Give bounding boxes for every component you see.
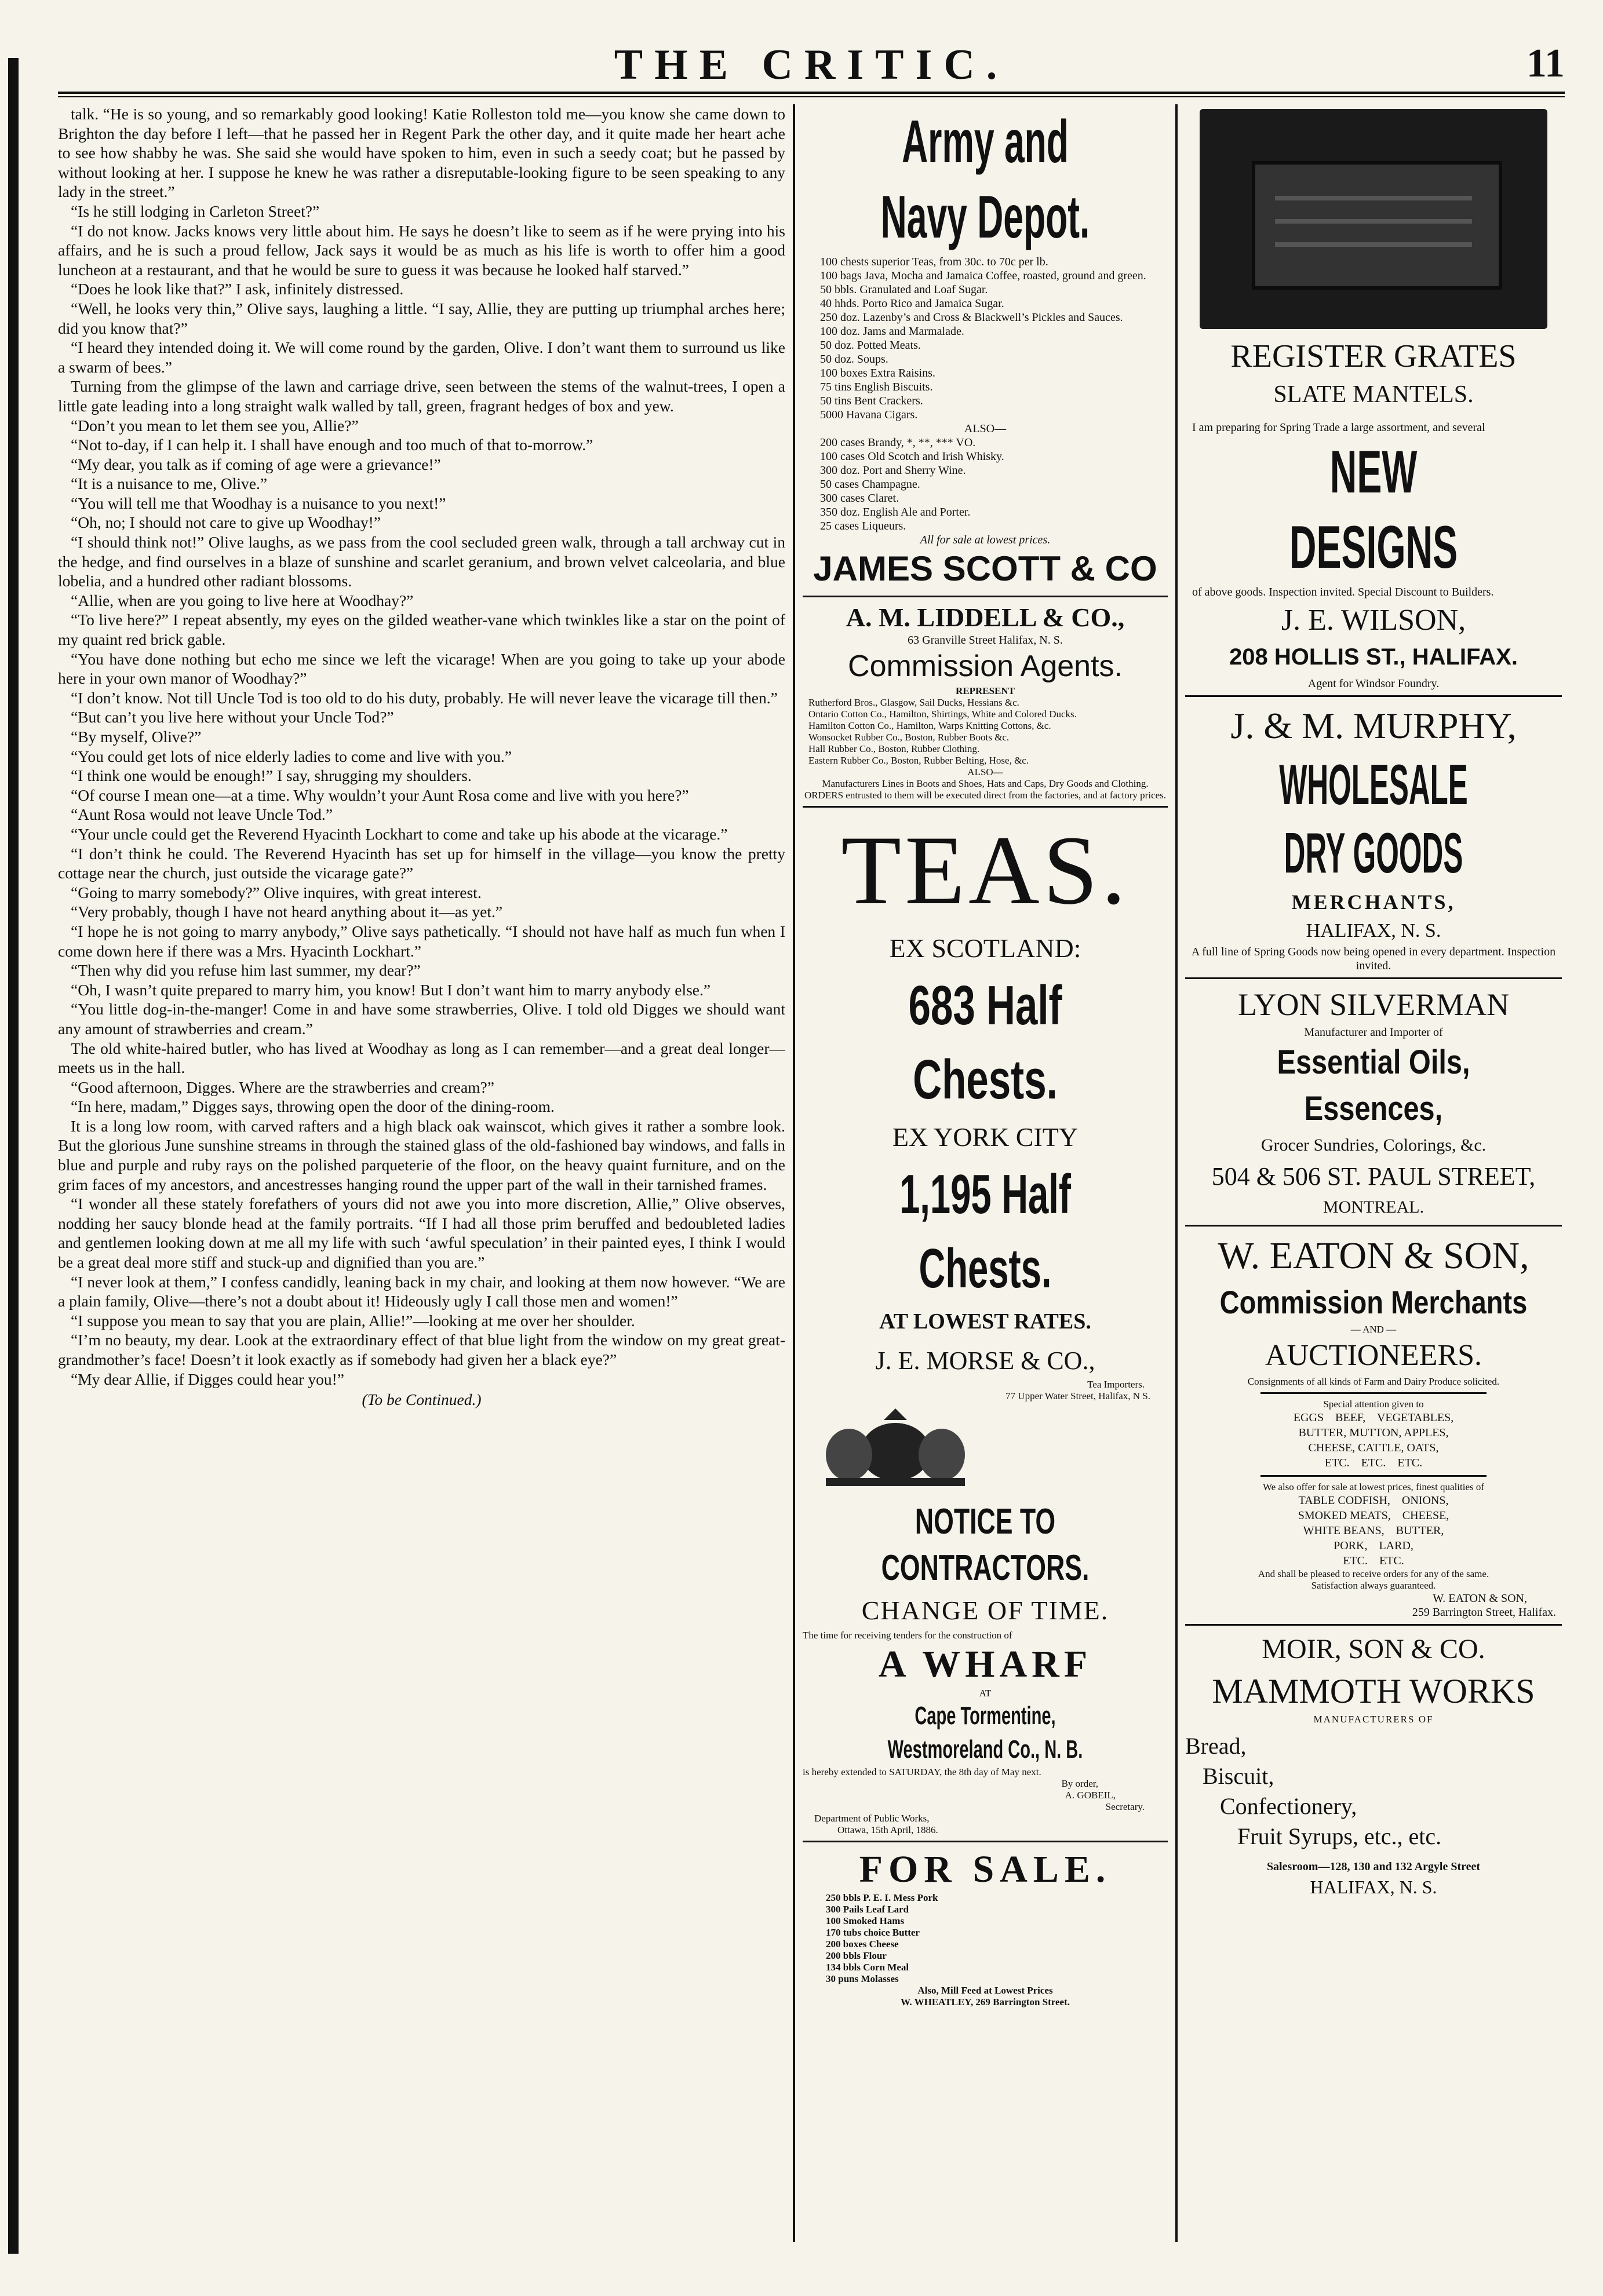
contractors-heading: NOTICE TO CONTRACTORS. (881, 1502, 1090, 1588)
eaton-ad (1185, 1231, 1562, 1619)
army-navy-item: 100 bags Java, Mocha and Jamaica Coffee, roasted, ground and green. (820, 269, 1146, 282)
teas-heading: TEAS. (841, 816, 1130, 925)
masthead-rule (58, 92, 1565, 94)
story-paragraph: “I hope he is not going to marry anybody,” Olive says pathetically. “I should not have half as much fun when I come down here if there was a Mrs. Hyacinth Lockhart.” (58, 922, 785, 960)
for-sale-item: 200 boxes Cheese (826, 1939, 899, 1950)
story-paragraph: “Oh, I wasn’t quite prepared to marry him, you know! But I don’t want him to marry anybody else.” (71, 980, 711, 999)
murphy-ad (1185, 702, 1562, 973)
army-navy-heading: Army and Navy Depot. (880, 108, 1090, 251)
moir-city: HALIFAX, N. S. (1310, 1877, 1437, 1897)
army-navy-item: 50 cases Champagne. (820, 478, 920, 491)
story-paragraph: It is a long low room, with carved rafters and a high black oak wainscot, which gives it rather a sombre look. But the glorious June sunshine streams in through the stained glass of the old-fashioned bay windows, and falls in blue and purple and ruby rays on the polished parqueterie of the floor, on the heavy quaint furniture, and on the grim faces of my ancestors, and ancestresses hanging round the upper part of the wall in their tarnished frames. (58, 1116, 785, 1193)
army-navy-also: ALSO— (964, 422, 1007, 435)
army-navy-list-2 (803, 436, 1168, 533)
story-paragraph: “Then why did you refuse him last summer, my dear?” (71, 961, 421, 980)
eaton-and: — AND — (1350, 1324, 1397, 1335)
liddell-ad (803, 602, 1168, 801)
story-paragraph: “I do not know. Jacks knows very little about him. He says he doesn’t like to seem as if he were prying into his affairs, and he is such a proud fellow, Jack says it would be as much as his life is worth to offer him a good luncheon at a restaurant, and that he would be sure to guess it was because he looked half starved.” (58, 221, 785, 279)
army-navy-item: 350 doz. English Ale and Porter. (820, 506, 971, 519)
moir-works: MAMMOTH WORKS (1212, 1672, 1535, 1710)
story-paragraph: “You will tell me that Woodhay is a nuisance to you next!” (71, 494, 446, 512)
for-sale-item: 30 puns Molasses (826, 1973, 899, 1984)
wilson-address: 208 HOLLIS ST., HALIFAX. (1229, 644, 1518, 670)
column-rule-1 (793, 104, 795, 2242)
eaton-goods-row: TABLE CODFISH, ONIONS, (1298, 1494, 1449, 1507)
story-paragraph: “I suppose you mean to say that you are plain, Allie!”—looking at me over her shoulder. (71, 1311, 635, 1330)
wilson-h2: SLATE MANTELS. (1273, 381, 1474, 408)
for-sale-item: 300 Pails Leaf Lard (826, 1904, 909, 1915)
army-navy-item: 300 doz. Port and Sherry Wine. (820, 464, 966, 477)
eaton-produce (1185, 1410, 1562, 1470)
moir-mfr: MANUFACTURERS OF (1313, 1714, 1434, 1725)
murphy-big: WHOLESALE DRY GOODS (1279, 753, 1468, 885)
eaton-big: Commission Merchants (1219, 1284, 1528, 1320)
murphy-merchants: MERCHANTS, (1291, 890, 1456, 914)
story-paragraph: “But can’t you live here without your Uncle Tod?” (71, 708, 394, 727)
eaton-produce-row: ETC. ETC. ETC. (1324, 1457, 1423, 1469)
eaton-consign: Consignments of all kinds of Farm and Dairy Produce solicited. (1247, 1376, 1500, 1387)
army-navy-list (803, 255, 1168, 422)
grate-illustration (1200, 109, 1547, 329)
teas-firm-sub: Tea Importers. (1087, 1379, 1145, 1390)
army-navy-item: 50 tins Bent Crackers. (820, 395, 923, 407)
moir-products (1185, 1731, 1562, 1852)
liddell-line: Wonsocket Rubber Co., Boston, Rubber Boots &c. (808, 732, 1010, 743)
story-paragraph: Turning from the glimpse of the lawn and carriage drive, seen between the stems of the walnut-trees, I open a little gate leading into a long straight walk walled by tall, green, fragrant hedges of box and yew. (58, 377, 785, 415)
for-sale-item: 100 Smoked Hams (826, 1915, 905, 1926)
wilson-new-designs: NEW DESIGNS (1289, 439, 1458, 581)
contractors-date: Ottawa, 15th April, 1886. (837, 1824, 938, 1835)
eaton-produce-row: EGGS BEEF, VEGETABLES, (1293, 1411, 1454, 1424)
army-navy-ad (803, 104, 1168, 591)
army-navy-item: 40 hhds. Porto Rico and Jamaica Sugar. (820, 297, 1004, 310)
army-navy-footer: All for sale at lowest prices. (920, 534, 1051, 546)
lyon-sub: Manufacturer and Importer of (1304, 1026, 1443, 1039)
liddell-lines (803, 697, 1168, 766)
wilson-h1: REGISTER GRATES (1230, 338, 1517, 374)
army-navy-item: 50 doz. Soups. (820, 353, 888, 366)
story-paragraph: “I’m no beauty, my dear. Look at the extraordinary effect of that blue light from the window on my great great-grandmother’s face! Doesn’t it look exactly as if somebody had given her a black eye?” (58, 1331, 785, 1368)
moir-product: Biscuit, (1203, 1763, 1274, 1789)
lyon-name: LYON SILVERMAN (1237, 987, 1510, 1022)
moir-sales: Salesroom—128, 130 and 132 Argyle Street (1266, 1860, 1481, 1873)
army-navy-item: 200 cases Brandy, *, **, *** VO. (820, 436, 976, 449)
story-continued: (To be Continued.) (362, 1390, 482, 1409)
moir-product: Confectionery, (1220, 1793, 1357, 1819)
contractors-by-order: By order, (1061, 1778, 1098, 1789)
story-paragraph: “You have done nothing but echo me since we left the vicarage! When are you going to take up your abode here in your own manor of Woodhay?” (58, 649, 785, 688)
story-paragraph: “Very probably, though I have not heard anything about it—as yet.” (71, 903, 503, 921)
eaton-sig-addr: 259 Barrington Street, Halifax. (1412, 1606, 1556, 1619)
liddell-name: A. M. LIDDELL & CO., (846, 603, 1125, 632)
eaton-also-offer: We also offer for sale at lowest prices, finest qualities of (1262, 1481, 1485, 1492)
lyon-address: 504 & 506 ST. PAUL STREET, (1211, 1162, 1536, 1191)
teas-ex-scotland: EX SCOTLAND: (889, 933, 1081, 963)
army-navy-item: 50 doz. Potted Meats. (820, 339, 921, 352)
story-paragraph: “You could get lots of nice elderly ladies to come and live with you.” (71, 747, 512, 765)
story-paragraph: “You little dog-in-the-manger! Come in and have some strawberries, Olive. I told old Digges we should want any amount of strawberries and cream.” (58, 1000, 785, 1038)
liddell-address: 63 Granville Street Halifax, N. S. (908, 634, 1063, 647)
liddell-line: Eastern Rubber Co., Boston, Rubber Belting, Hose, &c. (808, 755, 1029, 766)
story-paragraph: “Does he look like that?” I ask, infinitely distressed. (71, 280, 404, 298)
army-navy-item: 100 cases Old Scotch and Irish Whisky. (820, 450, 1004, 463)
teas-qty-1: 683 Half Chests. (908, 974, 1062, 1111)
eaton-orders: And shall be pleased to receive orders for any of the same. (1258, 1568, 1489, 1579)
liddell-title: Commission Agents. (848, 649, 1123, 683)
for-sale-list (803, 1892, 1168, 1985)
army-navy-item: 50 bbls. Granulated and Loaf Sugar. (820, 283, 988, 296)
eaton-special: Special attention given to (1323, 1399, 1424, 1410)
teas-firm: J. E. MORSE & CO., (875, 1346, 1095, 1375)
contractors-at: AT (979, 1688, 992, 1699)
story-paragraph: “In here, madam,” Digges says, throwing open the door of the dining-room. (71, 1097, 555, 1116)
army-navy-item: 5000 Havana Cigars. (820, 408, 918, 421)
murphy-body: A full line of Spring Goods now being opened in every department. Inspection invited. (1191, 946, 1556, 972)
liddell-orders: ORDERS entrusted to them will be executed direct from the factories, and at factory prices. (804, 790, 1167, 801)
eaton-goods (1185, 1493, 1562, 1568)
story-paragraph: “By myself, Olive?” (71, 728, 202, 746)
liddell-represent: REPRESENT (955, 685, 1015, 696)
story-paragraph: “My dear Allie, if Digges could hear you!” (71, 1370, 344, 1388)
lyon-ad (1185, 984, 1562, 1220)
binding-edge (8, 58, 19, 2254)
story-paragraph: “I don’t think he could. The Reverend Hyacinth has set up for himself in the village—you know the pretty cottage near the church, just outside the vicarage gate?” (58, 844, 785, 882)
story-paragraph: “I don’t know. Not till Uncle Tod is too old to do his duty, probably. He will never leave the vicarage till then.” (71, 688, 778, 707)
for-sale-ad (803, 1847, 1168, 2008)
contractors-signer: A. GOBEIL, (1065, 1790, 1116, 1801)
liddell-line: Hall Rubber Co., Boston, Rubber Clothing. (808, 743, 980, 754)
eaton-goods-row: WHITE BEANS, BUTTER, (1303, 1524, 1444, 1537)
moir-product: Bread, (1185, 1733, 1247, 1759)
story-paragraph: “Is he still lodging in Carleton Street?” (71, 202, 320, 220)
story-paragraph: “Oh, no; I should not care to give up Woodhay!” (71, 513, 381, 532)
eaton-name: W. EATON & SON, (1218, 1235, 1529, 1277)
story-paragraph: The old white-haired butler, who has lived at Woodhay as long as I can remember—and a great deal longer—meets us in the hall. (58, 1039, 785, 1077)
story-paragraph: talk. “He is so young, and so remarkably good looking! Katie Rolleston told me—you know she came down to Brighton the day before I left—that he passed her in Regent Park the other day, and it quite made her heart ache to see how shabby he was. She said she would have spoken to him, even in such a seedy coat; but he passed by without looking at her. I suppose he knew he was rather a disreputable-looking figure to be seen speaking to any lady in the street.” (58, 105, 785, 201)
liddell-line: Ontario Cotton Co., Hamilton, Shirtings, White and Colored Ducks. (808, 709, 1077, 720)
contractors-signer-title: Secretary. (1105, 1801, 1145, 1812)
story-paragraph: “Aunt Rosa would not leave Uncle Tod.” (71, 805, 333, 824)
story-paragraph: “I wonder all these stately forefathers of yours did not awe you into more discretion, Allie,” Olive observes, nodding her saucy blonde head at the family portraits. “If I had all those prim beruffed and bedoubleted ladies and gentlemen looking down at me all my life with such ‘awful speculation’ in their painted eyes, I think I would be a great deal more stiff and stuck-up and dignified than you are.” (58, 1195, 785, 1272)
murphy-name: J. & M. MURPHY, (1230, 705, 1517, 746)
for-sale-heading: FOR SALE. (859, 1848, 1112, 1890)
story-paragraph: “I think one would be enough!” I say, shrugging my shoulders. (71, 766, 472, 785)
story-paragraph: “I never look at them,” I confess candidly, leaning back in my chair, and looking at them now however. “We are a plain family, Olive—there’s not a doubt about it! Hideously ugly I call those men and women!” (58, 1272, 785, 1311)
column-rule-2 (1175, 104, 1178, 2242)
for-sale-item: 200 bbls Flour (826, 1950, 887, 1961)
army-navy-item: 100 chests superior Teas, from 30c. to 70c per lb. (820, 255, 1048, 268)
for-sale-item: 170 tubs choice Butter (826, 1927, 920, 1938)
teas-ad (803, 812, 1168, 1402)
army-navy-item: 300 cases Claret. (820, 492, 899, 505)
story-paragraph: “To live here?” I repeat absently, my eyes on the gilded weather-vane which twinkles like a star on the point of my quaint red brick gable. (58, 611, 785, 649)
story-paragraph: “I heard they intended doing it. We will come round by the garden, Olive. I don’t want them to surround us like a swarm of bees.” (58, 338, 785, 376)
wilson-name: J. E. WILSON, (1281, 604, 1466, 637)
eaton-goods-row: PORK, LARD, (1334, 1539, 1413, 1552)
story-paragraph: “Not to-day, if I can help it. I shall have enough and too much of that to-morrow.” (71, 436, 593, 454)
eaton-produce-row: BUTTER, MUTTON, APPLES, (1298, 1426, 1449, 1439)
liddell-line: Hamilton Cotton Co., Hamilton, Warps Knitting Cottons, &c. (808, 720, 1051, 731)
moir-product: Fruit Syrups, etc., etc. (1237, 1823, 1442, 1849)
army-navy-item: 100 boxes Extra Raisins. (820, 367, 935, 379)
contractors-notice (803, 1499, 1168, 1836)
for-sale-also: Also, Mill Feed at Lowest Prices (917, 1985, 1053, 1996)
liddell-also-text: Manufacturers Lines in Boots and Shoes, Hats and Caps, Dry Goods and Clothing. (822, 778, 1149, 789)
eaton-sig: W. EATON & SON, (1433, 1592, 1527, 1605)
story-paragraph: “My dear, you talk as if coming of age were a grievance!” (71, 455, 441, 473)
story-paragraph: “Going to marry somebody?” Olive inquires, with great interest. (71, 883, 482, 901)
eaton-produce-row: CHEESE, CATTLE, OATS, (1308, 1441, 1439, 1454)
lyon-big: Essential Oils, Essences, (1277, 1043, 1470, 1127)
story-paragraph: “Good afternoon, Digges. Where are the strawberries and cream?” (71, 1078, 494, 1096)
contractors-sub: CHANGE OF TIME. (861, 1596, 1109, 1625)
contractors-body: The time for receiving tenders for the construction of (803, 1630, 1012, 1641)
liddell-also: ALSO— (967, 766, 1003, 777)
for-sale-signature: W. WHEATLEY, 269 Barrington Street. (900, 1996, 1070, 2007)
eaton-goods-row: ETC. ETC. (1343, 1554, 1404, 1567)
for-sale-item: 250 bbls P. E. I. Mess Pork (826, 1892, 938, 1903)
teas-firm-addr: 77 Upper Water Street, Halifax, N S. (1005, 1390, 1150, 1401)
serial-story-column (58, 104, 785, 2236)
story-paragraph: “Well, he looks very thin,” Olive says, laughing a little. “I say, Allie, they are putting up triumphal arches here; did you know that?” (58, 299, 785, 337)
eaton-guarantee: Satisfaction always guaranteed. (1311, 1580, 1436, 1591)
lyon-line: Grocer Sundries, Colorings, &c. (1260, 1136, 1487, 1155)
ad-column-middle (803, 104, 1168, 2242)
page-number: 11 (1526, 41, 1565, 86)
eaton-auctioneers: AUCTIONEERS. (1265, 1339, 1482, 1372)
royal-crest-icon (803, 1406, 988, 1492)
moir-ad (1185, 1630, 1562, 1900)
teas-ex-york: EX YORK CITY (892, 1122, 1079, 1152)
masthead-rule-thin (58, 96, 1565, 97)
army-navy-item: 100 doz. Jams and Marmalade. (820, 325, 964, 338)
wilson-ad (1185, 336, 1562, 691)
teas-rates: AT LOWEST RATES. (879, 1309, 1091, 1334)
eaton-goods-row: SMOKED MEATS, CHEESE, (1298, 1509, 1449, 1522)
army-navy-item: 75 tins English Biscuits. (820, 381, 933, 393)
ad-column-right (1185, 104, 1562, 2242)
masthead-title: THE CRITIC. (614, 41, 1009, 89)
contractors-place: Cape Tormentine, Westmoreland Co., N. B. (887, 1702, 1083, 1764)
wilson-agent: Agent for Windsor Foundry. (1307, 677, 1440, 690)
contractors-extended: is hereby extended to SATURDAY, the 8th day of May next. (803, 1766, 1041, 1777)
wilson-body-2: of above goods. Inspection invited. Special Discount to Builders. (1192, 586, 1494, 598)
liddell-line: Rutherford Bros., Glasgow, Sail Ducks, Hessians &c. (808, 697, 1019, 708)
contractors-dept: Department of Public Works, (814, 1813, 930, 1824)
wilson-body: I am preparing for Spring Trade a large assortment, and several (1192, 421, 1485, 434)
army-navy-signature: JAMES SCOTT & CO (813, 549, 1157, 588)
story-paragraph: “Allie, when are you going to live here at Woodhay?” (71, 591, 414, 609)
murphy-city: HALIFAX, N. S. (1306, 920, 1441, 941)
story-paragraph: “Of course I mean one—at a time. Why wouldn’t your Aunt Rosa come and live with you here?” (71, 786, 689, 804)
moir-name: MOIR, SON & CO. (1262, 1634, 1485, 1664)
story-paragraph: “Your uncle could get the Reverend Hyacinth Lockhart to come and take up his abode at the vicarage.” (71, 824, 728, 843)
for-sale-item: 134 bbls Corn Meal (826, 1962, 909, 1973)
story-paragraph: “Don’t you mean to let them see you, Allie?” (71, 416, 359, 435)
army-navy-item: 250 doz. Lazenby’s and Cross & Blackwell’s Pickles and Sauces. (820, 311, 1123, 324)
story-paragraph: “It is a nuisance to me, Olive.” (71, 474, 268, 493)
lyon-city: MONTREAL. (1323, 1198, 1425, 1217)
army-navy-item: 25 cases Liqueurs. (820, 520, 906, 532)
contractors-wharf: A WHARF (878, 1643, 1092, 1685)
story-paragraph: “I should think not!” Olive laughs, as we pass from the cool secluded green walk, through a tall archway cut in the hedge, and find ourselves in a blaze of sunshine and scarlet geranium, and brown velvet calceolaria, and blue lobelia, and a hundred other radiant blossoms. (58, 533, 785, 590)
masthead (58, 41, 1565, 93)
teas-qty-2: 1,195 Half Chests. (899, 1163, 1071, 1300)
